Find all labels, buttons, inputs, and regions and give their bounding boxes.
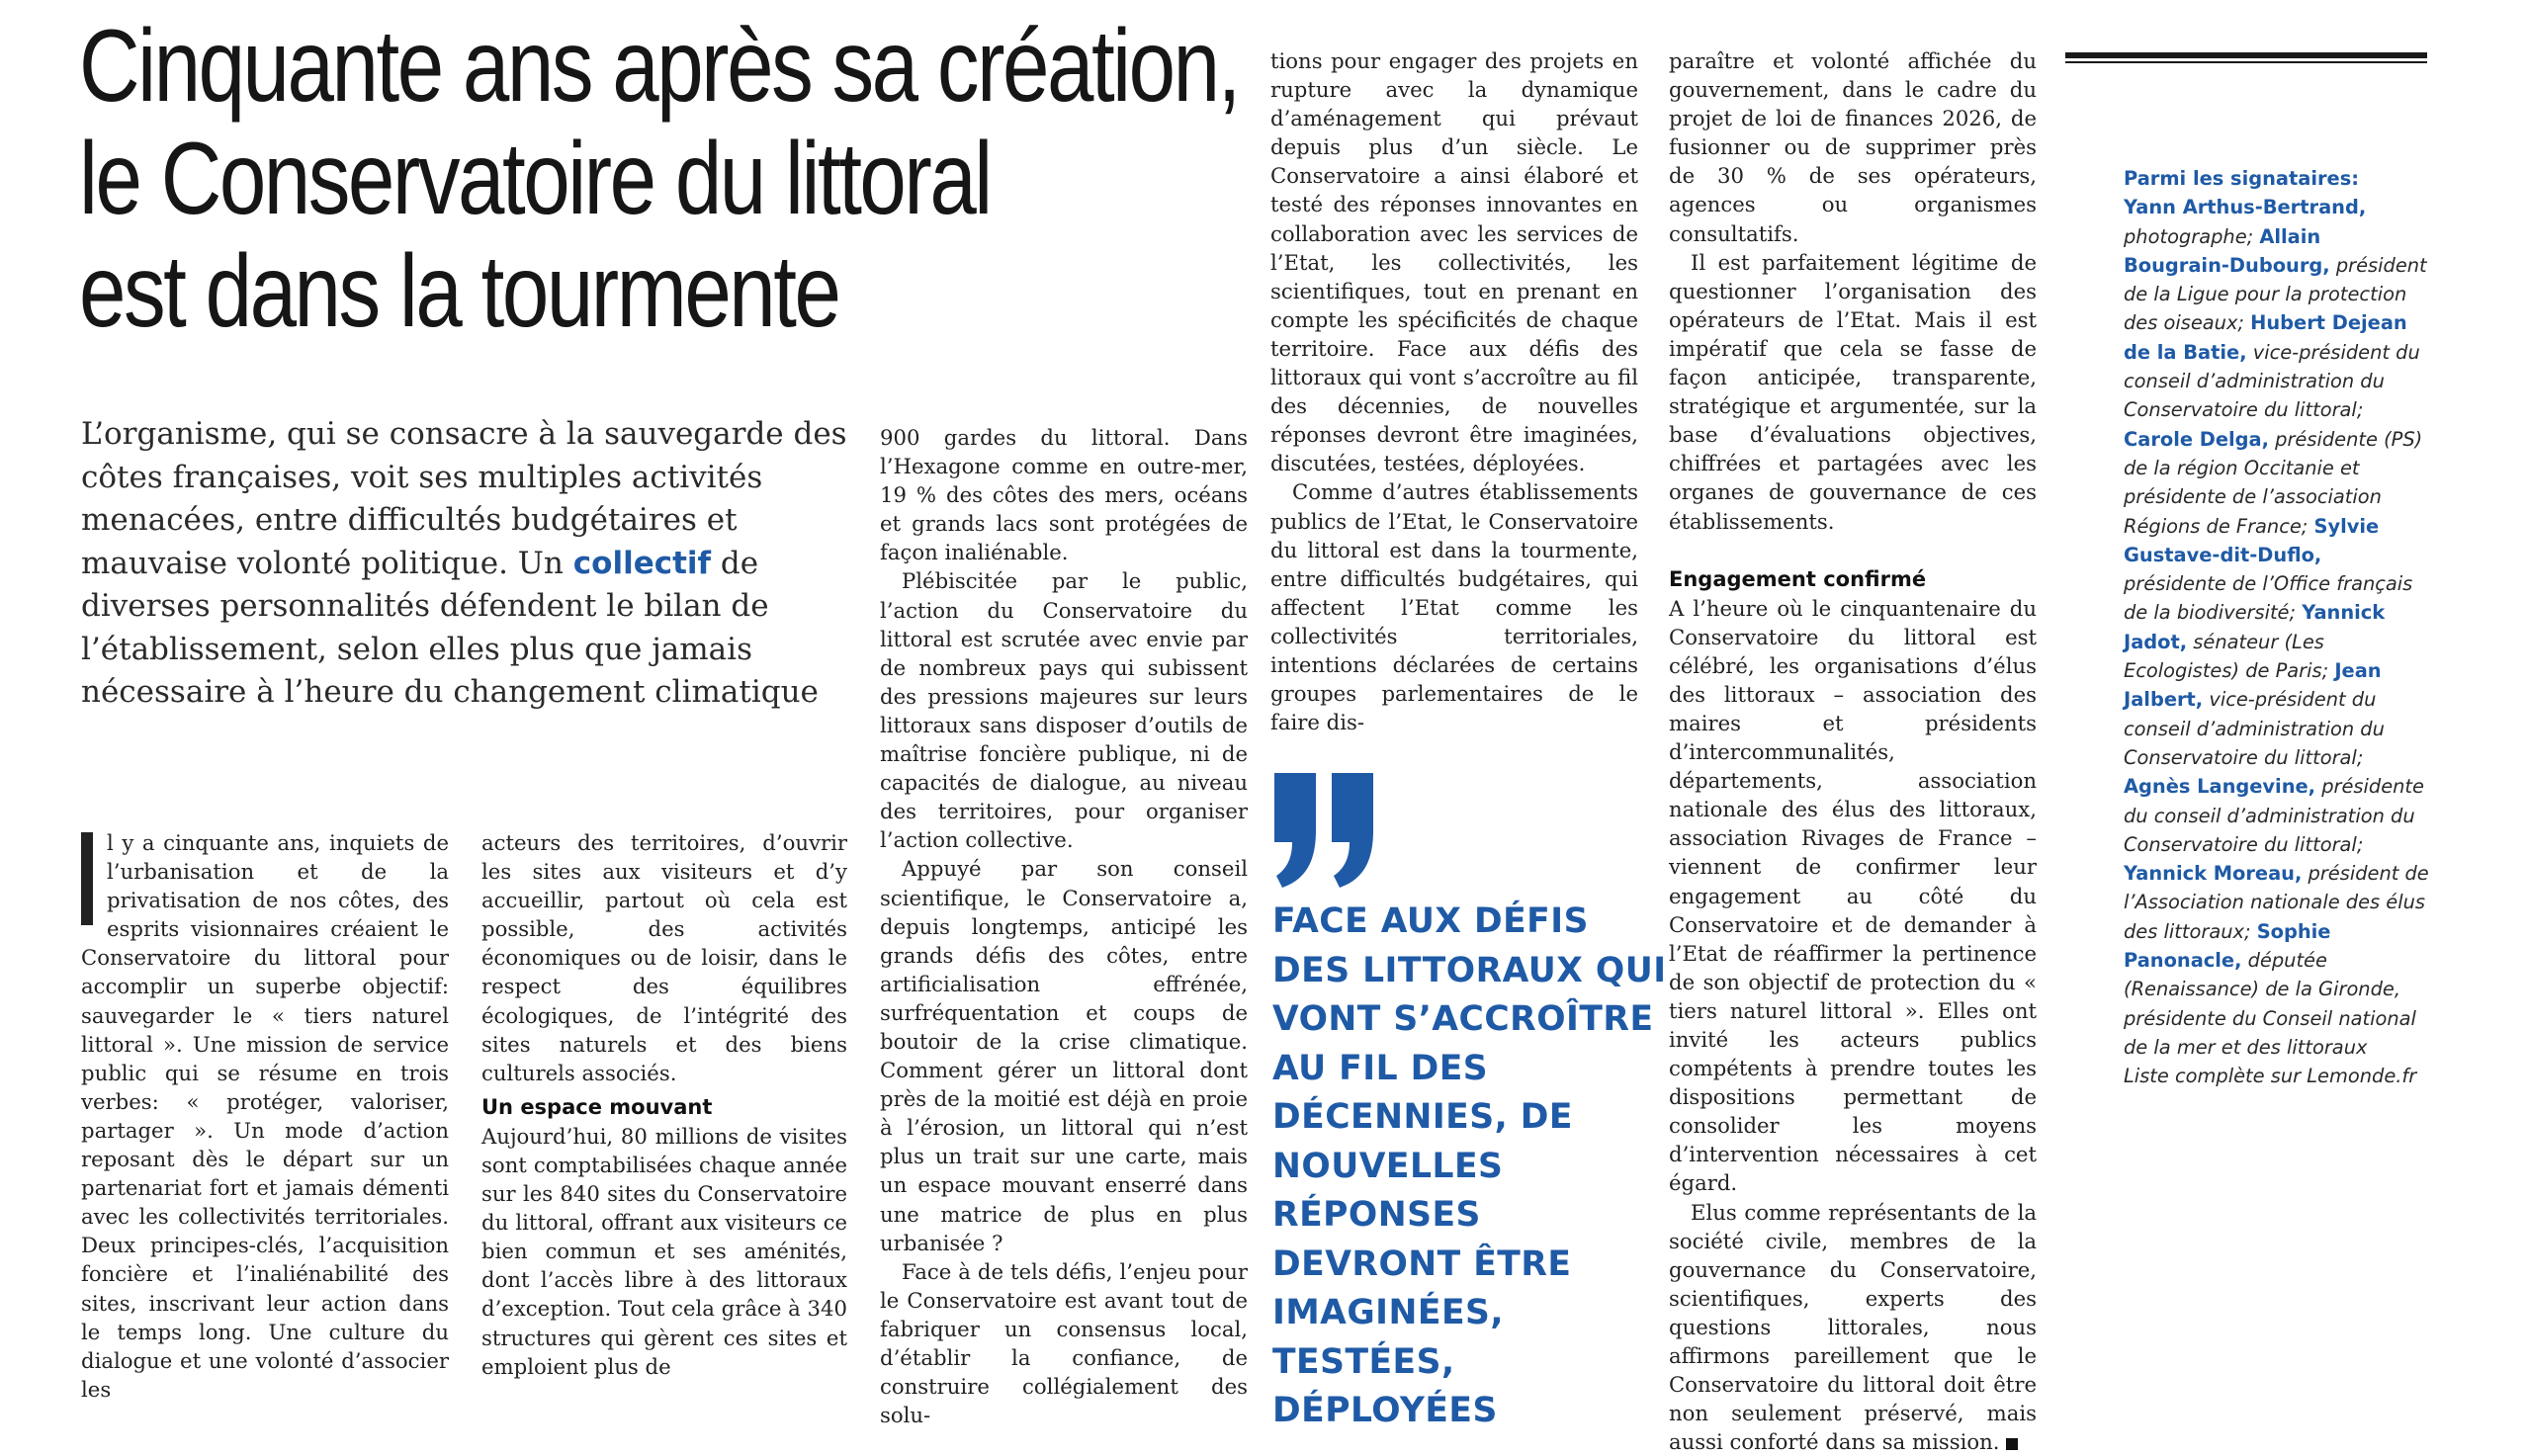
- paragraph: Comme d’autres établissements publics de l’Etat, le Conservatoire du littoral est dans la tourmente, entre difficultés budgétaires, qui affectent l’Etat comme les collectivités territoriales, intentions déclarées de certains groupes parlementaires de le faire dis-: [1270, 479, 1638, 735]
- signatory-name: Yann Arthus-Bertrand,: [2124, 196, 2367, 219]
- paragraph: A l’heure où le cinquantenaire du Conservatoire du littoral est célébré, les organisations d’élus des littoraux – association des maires et présidents d’intercommunalités, départements, association nationale des élus des littoraux, association Rivages de France – viennent de confirmer leur engagement au côté du Conservatoire et de demander à l’Etat de réaffirmer la pertinence de son objectif de protection du « tiers naturel littoral ». Elles ont invité les acteurs publics compétents à prendre toutes les dispositions permettant de consolider les moyens d’intervention nécessaires à cet égard.: [1669, 595, 2037, 1196]
- paragraph: paraître et volonté affichée du gouvernement, dans le cadre du projet de loi de finances 2026, de fusionner ou de supprimer près de 30 % de ses opérateurs, agences ou organismes consultatifs.: [1669, 48, 2037, 246]
- headline: [79, 9, 1239, 349]
- paragraph: 900 gardes du littoral. Dans l’Hexagone comme en outre-mer, 19 % des côtes des mers, océans et grands lacs sont protégées de façon inaliénable.: [880, 425, 1248, 565]
- standfirst-text-after: de diverses personnalités défendent le bilan de l’établissement, selon elles plus que jamais nécessaire à l’heure du changement climatique: [81, 545, 819, 710]
- paragraph-final: [1669, 1198, 2037, 1456]
- headline-line-3: est dans la tourmente: [79, 234, 839, 349]
- article-column-3: [880, 423, 1248, 1429]
- signatories-top-rule-thin: [2065, 61, 2427, 63]
- article-column-2: [481, 828, 847, 1381]
- paragraph: Plébiscitée par le public, l’action du Conservatoire du littoral est scrutée avec envie par de nombreux pays qui subissent des pressions majeures sur leurs littoraux sans disposer d’outils de maîtrise foncière publique, ni de capacités de dialogue, au niveau des territoires, pour organiser l’action collective.: [880, 568, 1248, 853]
- signatory-role: présidente (PS) de la région Occitanie et présidente de l’association Régions de France;: [2124, 427, 2423, 538]
- article-column-5: [1669, 46, 2037, 1456]
- paragraph: tions pour engager des projets en rupture avec la dynamique d’aménagement qui prévaut depuis plus d’un siècle. Le Conservatoire a ainsi élaboré et testé des réponses innovantes en collaboration avec les services de l’Etat, les collectivités, les scientifiques, tout en prenant en compte les spécificités de chaque territoire. Face aux défis des littoraux qui vont s’accroître au fil des décennies, de nouvelles réponses devront être imaginées, discutées, testées, déployées.: [1270, 48, 1638, 476]
- paragraph: Aujourd’hui, 80 millions de visites sont comptabilisées chaque année sur les 840 sites du Conservatoire du littoral, offrant aux visiteurs ce bien commun et ses aménités, dont l’accès libre à des littoraux d’exception. Tout cela grâce à 340 structures qui gèrent ces sites et emploient plus de: [481, 1123, 847, 1379]
- signatory-name: Allain Bougrain-Dubourg,: [2124, 224, 2330, 277]
- subheading-espace-mouvant: Un espace mouvant: [481, 1094, 713, 1119]
- paragraph: Il est parfaitement légitime de questionner l’organisation des opérateurs de l’Etat. Mais il est impératif que cela se fasse de façon anticipée, transparente, stratégique et argumentée, sur la base d’évaluations objectives, chiffrées et partagées avec les organes de gouvernance de ces établissements.: [1669, 249, 2037, 534]
- signatory-role: vice-président du conseil d’administration du Conservatoire du littoral;: [2124, 688, 2385, 769]
- article-column-4: [1270, 46, 1638, 736]
- signatory-name: Carole Delga,: [2124, 427, 2269, 451]
- signatory-name: Hubert Dejean de la Batie,: [2124, 311, 2407, 364]
- quote-mark-icon: [1270, 773, 1379, 892]
- collectif-link[interactable]: collectif: [572, 545, 712, 581]
- signatory-role: vice-président du conseil d’administration du Conservatoire du littoral;: [2124, 340, 2420, 422]
- signatory-name: Sylvie Gustave-dit-Duflo,: [2124, 514, 2380, 566]
- paragraph: Face à de tels défis, l’enjeu pour le Conservatoire est avant tout de fabriquer un consensus local, d’établir la confiance, de construire collégialement des solu-: [880, 1258, 1248, 1428]
- standfirst-text-before: L’organisme, qui se consacre à la sauvegarde des côtes françaises, voit ses multiples activités menacées, entre difficultés budgétaires et mauvaise volonté politique. Un: [81, 416, 847, 581]
- signatory-role: sénateur (Les Ecologistes) de Paris;: [2124, 630, 2329, 683]
- article-column-1: [81, 828, 449, 1404]
- paragraph-intro: l y a cinquante ans, inquiets de l’urbanisation et de la privatisation de nos côtes, des esprits visionnaires créaient le Conservatoire du littoral pour accomplir un superbe objectif: sauvegarder le « tiers naturel littoral ». Une mission de service public qui se résume en trois verbes: « protéger, valoriser, partager ». Un mode d’action reposant dès le départ sur un partenariat fort et jamais démenti avec les collectivités territoriales. Deux principes-clés, l’acquisition foncière et l’inaliénabilité des sites, inscrivant leur action dans le temps long. Une culture du dialogue et une volonté d’associer les: [81, 830, 449, 1402]
- final-text: Elus comme représentants de la société civile, membres de la gouvernance du Conservatoire, scientifiques, experts des questions littorales, nous affirmons pareillement que le Conservatoire du littoral doit être non seulement préservé, mais aussi conforté dans sa mission.: [1669, 1199, 2037, 1455]
- paragraph: Appuyé par son conseil scientifique, le Conservatoire a, depuis longtemps, anticipé les grands défis des côtes, entre artificialisation effrénée, surfréquentation et coups de boutoir de la crise climatique. Comment gérer un littoral dont près de la moitié est déjà en proie à l’érosion, un littoral qui n’est plus un trait sur une carte, mais un espace mouvant enserré dans une matrice de plus en plus urbanisée ?: [880, 856, 1248, 1255]
- signatory-role: photographe;: [2124, 224, 2254, 248]
- signatory-name: Yannick Moreau,: [2124, 862, 2303, 886]
- signatory-name: Yannick Jadot,: [2124, 601, 2386, 653]
- signatory-name: Sophie Panonacle,: [2124, 919, 2331, 973]
- subheading-engagement-confirme: Engagement confirmé: [1669, 566, 1927, 591]
- paragraph: acteurs des territoires, d’ouvrir les sites aux visiteurs et d’y accueillir, partout où cela est possible, des activités économiques ou de loisir, dans le respect des équilibres écologiques, de l’intégrité des sites naturels et des biens culturels associés.: [481, 830, 847, 1085]
- end-mark-icon: [2006, 1438, 2018, 1450]
- standfirst: [81, 413, 872, 715]
- full-list-link[interactable]: Liste complète sur Lemonde.fr: [2124, 1065, 2417, 1088]
- headline-line-1: Cinquante ans après sa création,: [79, 9, 1239, 124]
- dropcap-bar: [81, 832, 93, 925]
- signatory-role: députée (Renaissance) de la Gironde, présidente du Conseil national de la mer et des littoraux: [2124, 949, 2416, 1059]
- headline-line-2: le Conservatoire du littoral: [79, 122, 991, 236]
- signatory-role: président de la Ligue pour la protection des oiseaux;: [2124, 253, 2427, 335]
- signatory-role: président de l’Association nationale des élus des littoraux;: [2124, 862, 2429, 943]
- signatory-name: Jean Jalbert,: [2124, 659, 2382, 712]
- signatories-body: [2124, 193, 2430, 1062]
- pull-quote: FACE AUX DÉFIS DES LITTORAUX QUI VONT S’ACCROÎTRE AU FIL DES DÉCENNIES, DE NOUVELLES RÉPONSES DEVRONT ÊTRE IMAGINÉES, TESTÉES, DÉPLOYÉES: [1272, 901, 1667, 1430]
- signatory-role: présidente du conseil d’administration du Conservatoire du littoral;: [2124, 775, 2424, 856]
- signatory-name: Agnès Langevine,: [2124, 775, 2316, 799]
- signatories-list: [2124, 164, 2430, 1091]
- signatories-heading: Parmi les signataires:: [2124, 167, 2359, 190]
- signatory-role: présidente de l’Office français de la biodiversité;: [2124, 572, 2413, 625]
- signatories-top-rule: [2065, 52, 2427, 58]
